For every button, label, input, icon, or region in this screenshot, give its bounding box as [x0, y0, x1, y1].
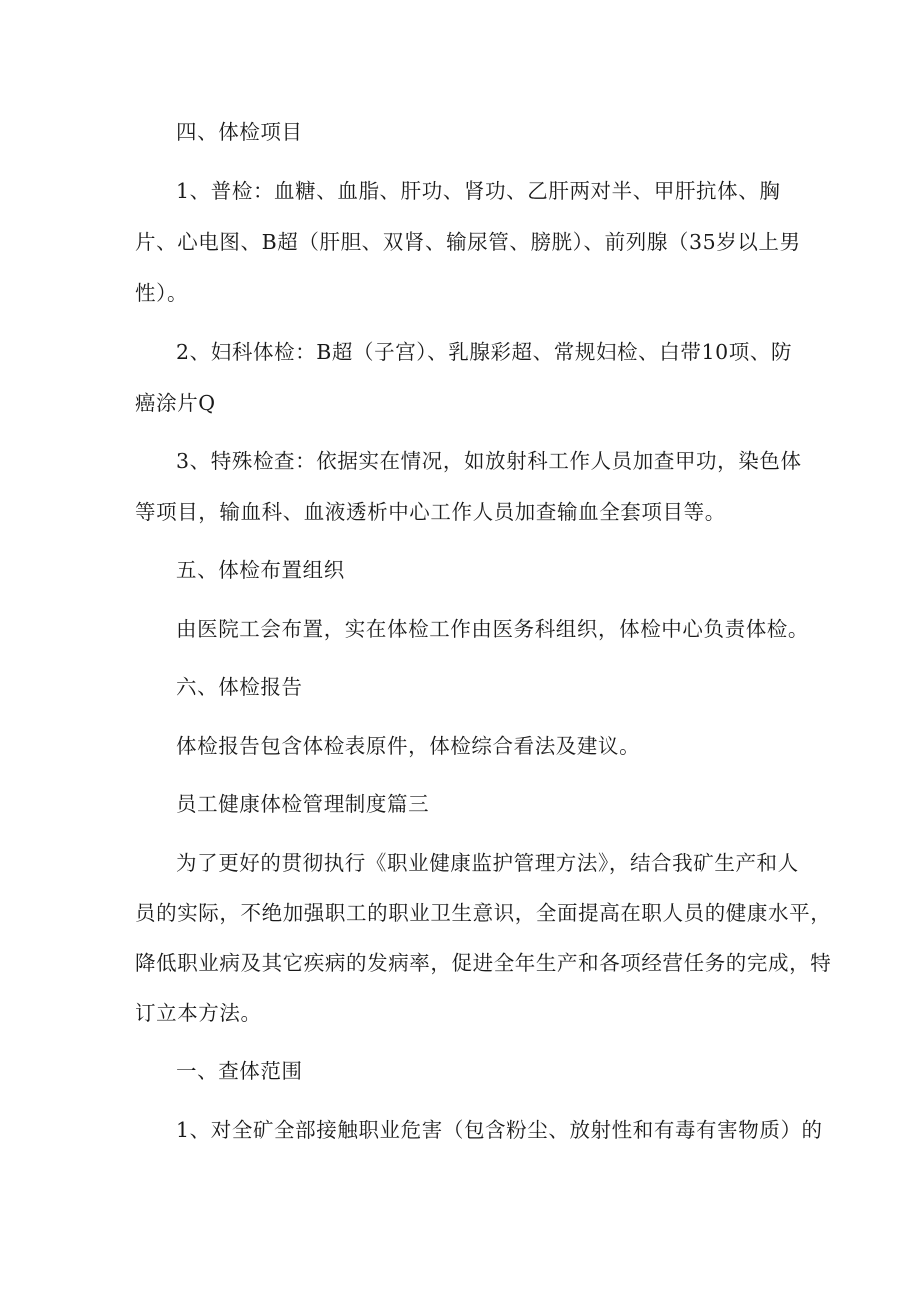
- section-heading-scope: 一、查体范围: [176, 1059, 303, 1083]
- section-heading-exam-items: 四、体检项目: [176, 120, 303, 144]
- paragraph-line: 性）。: [135, 281, 189, 305]
- paragraph-line: 由医院工会布置，实在体检工作由医务科组织，体检中心负责体检。: [176, 617, 809, 641]
- article-title: 员工健康体检管理制度篇三: [176, 792, 430, 816]
- paragraph-line: 为了更好的贯彻执行《职业健康监护管理方法》，结合我矿生产和人: [176, 851, 799, 875]
- paragraph-line: 1、普检：血糖、血脂、肝功、肾功、乙肝两对半、甲肝抗体、胸: [176, 179, 781, 203]
- paragraph-line: 等项目，输血科、血液透析中心工作人员加查输血全套项目等。: [135, 500, 726, 524]
- paragraph-line: 片、心电图、B超（肝胆、双肾、输尿管、膀胱）、前列腺（35岁以上男: [135, 230, 801, 254]
- paragraph-line: 订立本方法。: [135, 1001, 262, 1025]
- paragraph-line: 体检报告包含体检表原件，体检综合看法及建议。: [176, 734, 641, 758]
- section-heading-arrangement: 五、体检布置组织: [176, 558, 345, 582]
- section-heading-report: 六、体检报告: [176, 675, 303, 699]
- paragraph-line: 1、对全矿全部接触职业危害（包含粉尘、放射性和有毒有害物质）的: [176, 1118, 823, 1142]
- paragraph-line: 2、妇科体检：B超（子宫）、乳腺彩超、常规妇检、白带10项、防: [176, 340, 793, 364]
- paragraph-line: 癌涂片Q: [135, 391, 216, 415]
- paragraph-line: 降低职业病及其它疾病的发病率，促进全年生产和各项经营任务的完成，特: [135, 951, 832, 975]
- paragraph-line: 3、特殊检查：依据实在情况，如放射科工作人员加查甲功，染色体: [176, 449, 802, 473]
- paragraph-line: 员的实际，不绝加强职工的职业卫生意识，全面提高在职人员的健康水平，: [135, 901, 832, 925]
